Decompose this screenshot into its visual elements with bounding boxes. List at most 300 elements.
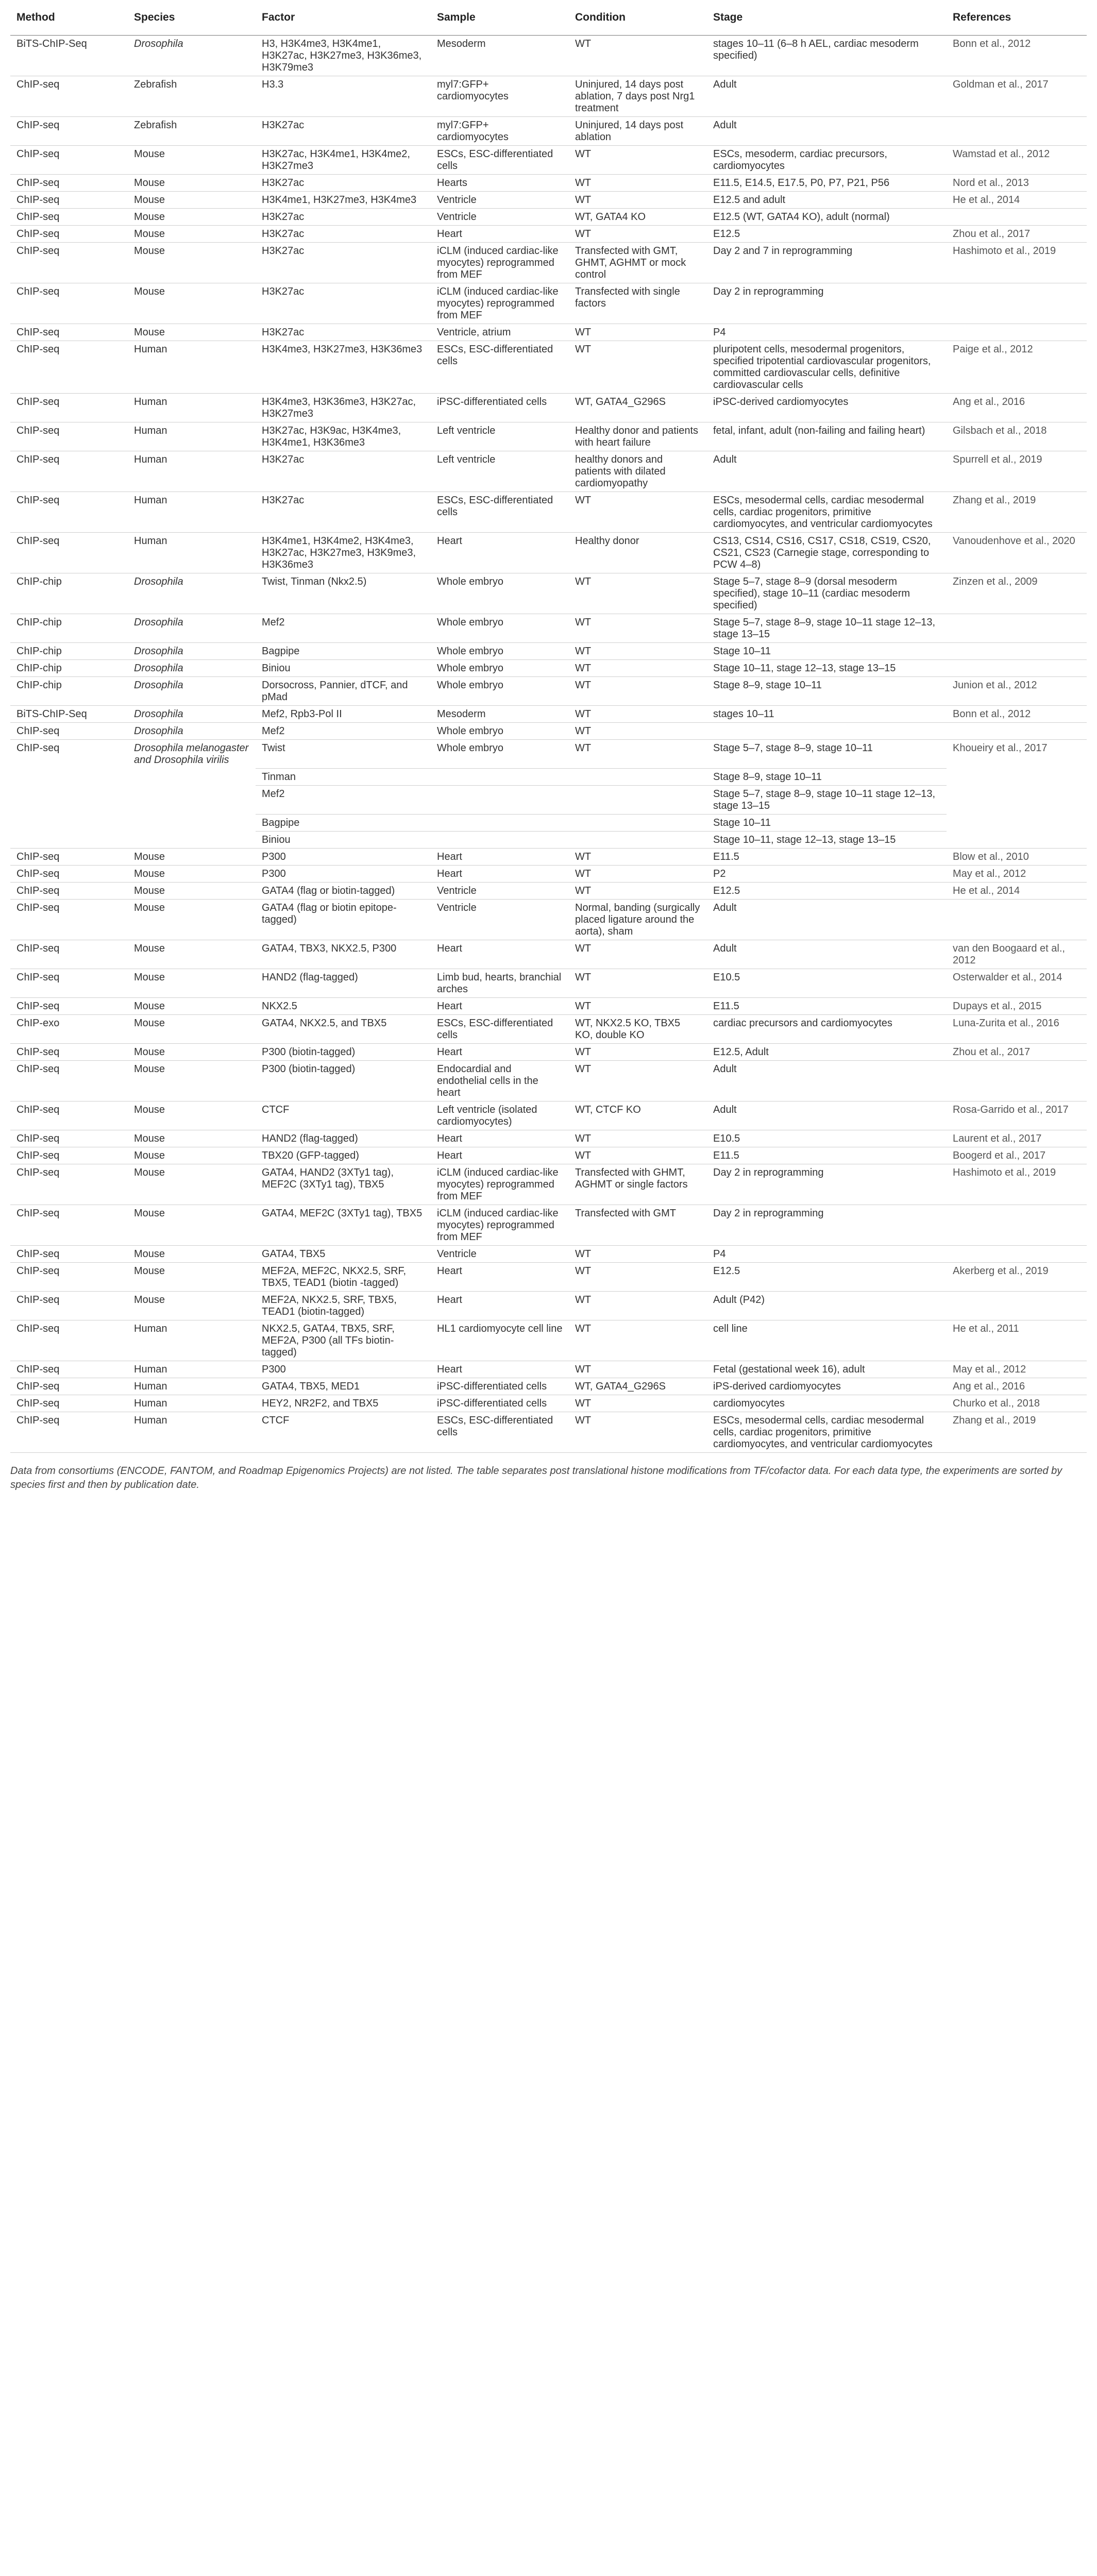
cell-references: Luna-Zurita et al., 2016	[947, 1014, 1087, 1043]
cell-factor: H3K27ac	[256, 243, 431, 283]
cell-species: Mouse	[128, 209, 256, 226]
cell-species: Drosophila	[128, 660, 256, 677]
cell-factor: MEF2A, MEF2C, NKX2.5, SRF, TBX5, TEAD1 (biotin -tagged)	[256, 1262, 431, 1291]
cell-condition: WT	[569, 969, 707, 997]
cell-references: Hashimoto et al., 2019	[947, 1164, 1087, 1205]
cell-condition: WT	[569, 226, 707, 243]
cell-factor: Tinman	[256, 768, 431, 785]
cell-sample: myl7:GFP+ cardiomyocytes	[431, 117, 569, 146]
table-row	[10, 1412, 1087, 1452]
cell-references	[947, 283, 1087, 324]
cell-condition: Uninjured, 14 days post ablation, 7 days post Nrg1 treatment	[569, 76, 707, 117]
cell-species: Mouse	[128, 1014, 256, 1043]
table-row	[10, 117, 1087, 146]
cell-sample: Heart	[431, 533, 569, 573]
cell-references: Bonn et al., 2012	[947, 36, 1087, 76]
cell-condition: WT	[569, 1245, 707, 1262]
cell-species: Drosophila	[128, 573, 256, 614]
cell-stage: pluripotent cells, mesodermal progenitors, specified tripotential cardiovascular progenitors, committed cardiovascular cells, definitive cardiovascular cells	[707, 341, 947, 394]
cell-stage: iPSC-derived cardiomyocytes	[707, 394, 947, 422]
cell-species: Drosophila	[128, 36, 256, 76]
cell-factor: CTCF	[256, 1101, 431, 1130]
table-row	[10, 882, 1087, 899]
table-body	[10, 36, 1087, 1453]
cell-stage: stages 10–11	[707, 706, 947, 723]
cell-species: Zebrafish	[128, 76, 256, 117]
cell-references: Churko et al., 2018	[947, 1395, 1087, 1412]
cell-condition: WT	[569, 940, 707, 969]
table-row	[10, 997, 1087, 1014]
cell-sample: myl7:GFP+ cardiomyocytes	[431, 76, 569, 117]
cell-factor: H3K4me3, H3K27me3, H3K36me3	[256, 341, 431, 394]
cell-condition	[569, 831, 707, 848]
cell-sample: Heart	[431, 1147, 569, 1164]
table-row	[10, 451, 1087, 492]
table-row	[10, 969, 1087, 997]
cell-factor: H3K27ac, H3K9ac, H3K4me3, H3K4me1, H3K36me3	[256, 422, 431, 451]
cell-stage: Adult	[707, 899, 947, 940]
cell-stage: Stage 5–7, stage 8–9, stage 10–11	[707, 740, 947, 769]
cell-method: ChIP-chip	[10, 643, 128, 660]
cell-sample: Left ventricle (isolated cardiomyocytes)	[431, 1101, 569, 1130]
table-row	[10, 533, 1087, 573]
cell-method: ChIP-seq	[10, 1205, 128, 1245]
cell-condition: WT	[569, 1320, 707, 1361]
cell-condition: WT	[569, 1395, 707, 1412]
cell-method: ChIP-seq	[10, 117, 128, 146]
cell-factor: GATA4 (flag or biotin-tagged)	[256, 882, 431, 899]
cell-stage: stages 10–11 (6–8 h AEL, cardiac mesoderm specified)	[707, 36, 947, 76]
cell-references	[947, 1291, 1087, 1320]
cell-method: ChIP-seq	[10, 1262, 128, 1291]
cell-sample: iCLM (induced cardiac-like myocytes) reprogrammed from MEF	[431, 243, 569, 283]
cell-stage: ESCs, mesoderm, cardiac precursors, cardiomyocytes	[707, 146, 947, 175]
table-row	[10, 1378, 1087, 1395]
cell-stage: cell line	[707, 1320, 947, 1361]
cell-references: Zhou et al., 2017	[947, 1043, 1087, 1060]
cell-stage: E12.5	[707, 882, 947, 899]
cell-references	[947, 614, 1087, 643]
cell-method: ChIP-seq	[10, 324, 128, 341]
cell-factor: NKX2.5, GATA4, TBX5, SRF, MEF2A, P300 (all TFs biotin-tagged)	[256, 1320, 431, 1361]
cell-sample: Ventricle	[431, 209, 569, 226]
cell-species: Mouse	[128, 865, 256, 882]
table-row	[10, 848, 1087, 865]
table-row	[10, 768, 1087, 785]
cell-stage: E11.5, E14.5, E17.5, P0, P7, P21, P56	[707, 175, 947, 192]
table-row	[10, 492, 1087, 533]
cell-references: Junion et al., 2012	[947, 677, 1087, 706]
cell-condition: Healthy donor	[569, 533, 707, 573]
cell-method: ChIP-seq	[10, 76, 128, 117]
cell-references	[947, 209, 1087, 226]
cell-stage	[707, 723, 947, 740]
cell-sample: Heart	[431, 848, 569, 865]
cell-species: Drosophila	[128, 614, 256, 643]
cell-factor: H3K27ac	[256, 226, 431, 243]
cell-method: ChIP-seq	[10, 175, 128, 192]
cell-stage: Adult	[707, 117, 947, 146]
cell-sample	[431, 831, 569, 848]
cell-factor: Mef2	[256, 723, 431, 740]
cell-stage: Fetal (gestational week 16), adult	[707, 1361, 947, 1378]
cell-stage: Stage 10–11	[707, 814, 947, 831]
cell-stage: Adult	[707, 76, 947, 117]
cell-condition: Healthy donor and patients with heart failure	[569, 422, 707, 451]
cell-references: Hashimoto et al., 2019	[947, 243, 1087, 283]
cell-method: BiTS-ChIP-Seq	[10, 706, 128, 723]
cell-method: ChIP-seq	[10, 394, 128, 422]
cell-sample: Ventricle	[431, 882, 569, 899]
cell-method: ChIP-seq	[10, 723, 128, 740]
cell-references: Rosa-Garrido et al., 2017	[947, 1101, 1087, 1130]
header-method: Method	[10, 0, 128, 36]
cell-sample: Whole embryo	[431, 614, 569, 643]
cell-factor: H3K4me1, H3K27me3, H3K4me3	[256, 192, 431, 209]
cell-method: ChIP-seq	[10, 1101, 128, 1130]
cell-factor: Biniou	[256, 660, 431, 677]
table-row	[10, 573, 1087, 614]
cell-references	[947, 831, 1087, 848]
cell-method: ChIP-seq	[10, 226, 128, 243]
cell-factor: HAND2 (flag-tagged)	[256, 969, 431, 997]
cell-method: ChIP-seq	[10, 533, 128, 573]
cell-condition: WT	[569, 192, 707, 209]
cell-condition: WT, GATA4_G296S	[569, 1378, 707, 1395]
cell-sample	[431, 814, 569, 831]
cell-sample: ESCs, ESC-differentiated cells	[431, 492, 569, 533]
cell-sample: Whole embryo	[431, 643, 569, 660]
cell-references: Boogerd et al., 2017	[947, 1147, 1087, 1164]
cell-factor: H3, H3K4me3, H3K4me1, H3K27ac, H3K27me3, H3K36me3, H3K79me3	[256, 36, 431, 76]
cell-references	[947, 785, 1087, 814]
cell-condition: WT	[569, 1262, 707, 1291]
cell-condition: WT	[569, 1043, 707, 1060]
cell-references: Blow et al., 2010	[947, 848, 1087, 865]
cell-method: ChIP-chip	[10, 614, 128, 643]
cell-species: Human	[128, 394, 256, 422]
cell-species: Mouse	[128, 969, 256, 997]
cell-condition: WT	[569, 36, 707, 76]
cell-references	[947, 723, 1087, 740]
cell-stage: Adult	[707, 1101, 947, 1130]
table-row	[10, 831, 1087, 848]
cell-condition: WT, GATA4_G296S	[569, 394, 707, 422]
cell-factor: NKX2.5	[256, 997, 431, 1014]
table-row	[10, 1262, 1087, 1291]
cell-species: Human	[128, 1320, 256, 1361]
cell-condition: Normal, banding (surgically placed ligature around the aorta), sham	[569, 899, 707, 940]
cell-condition: WT, NKX2.5 KO, TBX5 KO, double KO	[569, 1014, 707, 1043]
table-row	[10, 677, 1087, 706]
cell-factor: Dorsocross, Pannier, dTCF, and pMad	[256, 677, 431, 706]
table-row	[10, 243, 1087, 283]
table-row	[10, 785, 1087, 814]
cell-factor: HAND2 (flag-tagged)	[256, 1130, 431, 1147]
cell-sample: Heart	[431, 940, 569, 969]
cell-method: ChIP-seq	[10, 192, 128, 209]
cell-method: ChIP-seq	[10, 341, 128, 394]
cell-condition: WT	[569, 573, 707, 614]
cell-sample: Left ventricle	[431, 451, 569, 492]
cell-references: Dupays et al., 2015	[947, 997, 1087, 1014]
cell-method	[10, 768, 128, 785]
cell-species	[128, 814, 256, 831]
cell-references: Khoueiry et al., 2017	[953, 742, 1048, 754]
cell-factor: Twist	[256, 740, 431, 769]
cell-condition: WT	[569, 175, 707, 192]
cell-references: May et al., 2012	[947, 1361, 1087, 1378]
table-row	[10, 1043, 1087, 1060]
cell-factor: H3K27ac	[256, 492, 431, 533]
cell-condition: WT	[569, 643, 707, 660]
table-row	[10, 814, 1087, 831]
cell-references: Osterwalder et al., 2014	[947, 969, 1087, 997]
cell-species: Mouse	[128, 1245, 256, 1262]
cell-sample: Ventricle, atrium	[431, 324, 569, 341]
cell-method: ChIP-seq	[10, 882, 128, 899]
cell-species: Mouse	[128, 1147, 256, 1164]
cell-stage: cardiomyocytes	[707, 1395, 947, 1412]
cell-method	[10, 814, 128, 831]
cell-factor: P300	[256, 865, 431, 882]
cell-method: ChIP-seq	[10, 997, 128, 1014]
table-header	[10, 0, 1087, 36]
cell-condition: WT	[569, 677, 707, 706]
table-row	[10, 660, 1087, 677]
cell-stage: Adult	[707, 1060, 947, 1101]
cell-method: ChIP-seq	[10, 1412, 128, 1452]
cell-stage: E11.5	[707, 997, 947, 1014]
cell-condition: WT	[569, 341, 707, 394]
header-references: References	[947, 0, 1087, 36]
cell-method	[10, 831, 128, 848]
cell-factor: Mef2	[256, 614, 431, 643]
cell-condition: WT	[569, 1291, 707, 1320]
cell-references	[947, 1245, 1087, 1262]
cell-species: Mouse	[128, 1262, 256, 1291]
cell-method: ChIP-exo	[10, 1014, 128, 1043]
cell-species: Human	[128, 1395, 256, 1412]
cell-method: ChIP-chip	[10, 677, 128, 706]
cell-species: Mouse	[128, 243, 256, 283]
cell-factor: P300 (biotin-tagged)	[256, 1060, 431, 1101]
cell-sample: ESCs, ESC-differentiated cells	[431, 1412, 569, 1452]
cell-condition: WT	[569, 1130, 707, 1147]
table-row	[10, 175, 1087, 192]
cell-condition: WT	[569, 324, 707, 341]
cell-sample: iPSC-differentiated cells	[431, 1395, 569, 1412]
table-row	[10, 614, 1087, 643]
cell-factor: HEY2, NR2F2, and TBX5	[256, 1395, 431, 1412]
cell-factor: MEF2A, NKX2.5, SRF, TBX5, TEAD1 (biotin-tagged)	[256, 1291, 431, 1320]
cell-references: Zhou et al., 2017	[947, 226, 1087, 243]
cell-factor: H3K27ac	[256, 175, 431, 192]
cell-factor: P300	[256, 848, 431, 865]
cell-factor: Bagpipe	[256, 643, 431, 660]
cell-species: Mouse	[128, 997, 256, 1014]
cell-species: Human	[128, 422, 256, 451]
cell-references: Goldman et al., 2017	[947, 76, 1087, 117]
cell-species: Human	[128, 492, 256, 533]
cell-references: Zhang et al., 2019	[947, 492, 1087, 533]
cell-condition: WT	[569, 146, 707, 175]
cell-condition: Transfected with GHMT, AGHMT or single factors	[569, 1164, 707, 1205]
cell-sample: Limb bud, hearts, branchial arches	[431, 969, 569, 997]
header-sample: Sample	[431, 0, 569, 36]
table-row	[10, 1164, 1087, 1205]
cell-references: He et al., 2014	[947, 192, 1087, 209]
cell-references: Wamstad et al., 2012	[947, 146, 1087, 175]
cell-method: BiTS-ChIP-Seq	[10, 36, 128, 76]
cell-method: ChIP-seq	[10, 865, 128, 882]
cell-factor: H3K27ac, H3K4me1, H3K4me2, H3K27me3	[256, 146, 431, 175]
table-row	[10, 1101, 1087, 1130]
cell-condition: healthy donors and patients with dilated cardiomyopathy	[569, 451, 707, 492]
table-row	[10, 1014, 1087, 1043]
table-row	[10, 1395, 1087, 1412]
table-row	[10, 1245, 1087, 1262]
cell-stage: P4	[707, 324, 947, 341]
table-footnote: Data from consortiums (ENCODE, FANTOM, and Roadmap Epigenomics Projects) are not listed. The table separates post translational histone modifications from TF/cofactor data. For each data type, the experiments are sorted by species first and then by publication date.	[10, 1465, 1062, 1490]
cell-stage: Stage 5–7, stage 8–9, stage 10–11 stage 12–13, stage 13–15	[707, 614, 947, 643]
cell-references	[947, 768, 1087, 785]
cell-references	[947, 899, 1087, 940]
cell-sample: Heart	[431, 1043, 569, 1060]
cell-species: Human	[128, 1361, 256, 1378]
cell-method: ChIP-seq	[10, 969, 128, 997]
table-row	[10, 341, 1087, 394]
cell-method: ChIP-seq	[10, 243, 128, 283]
cell-references: Vanoudenhove et al., 2020	[947, 533, 1087, 573]
cell-method: ChIP-seq	[10, 899, 128, 940]
cell-species: Human	[128, 451, 256, 492]
cell-factor: Mef2, Rpb3-Pol II	[256, 706, 431, 723]
cell-factor: Mef2	[256, 785, 431, 814]
cell-method: ChIP-chip	[10, 660, 128, 677]
cell-factor: GATA4, TBX5	[256, 1245, 431, 1262]
cell-sample: iPSC-differentiated cells	[431, 1378, 569, 1395]
cell-species: Mouse	[128, 324, 256, 341]
cell-method: ChIP-seq	[10, 1147, 128, 1164]
cell-stage: E11.5	[707, 1147, 947, 1164]
cell-factor: Biniou	[256, 831, 431, 848]
cell-condition	[569, 814, 707, 831]
cell-references: Gilsbach et al., 2018	[947, 422, 1087, 451]
table-row	[10, 209, 1087, 226]
cell-species: Zebrafish	[128, 117, 256, 146]
cell-species: Mouse	[128, 226, 256, 243]
table-row	[10, 36, 1087, 76]
table-row	[10, 283, 1087, 324]
table-row	[10, 723, 1087, 740]
cell-factor: CTCF	[256, 1412, 431, 1452]
cell-stage: Day 2 and 7 in reprogramming	[707, 243, 947, 283]
cell-references: Spurrell et al., 2019	[947, 451, 1087, 492]
cell-sample: Heart	[431, 1361, 569, 1378]
cell-species: Human	[128, 341, 256, 394]
cell-condition: WT	[569, 1361, 707, 1378]
header-species: Species	[128, 0, 256, 36]
cell-factor: GATA4, TBX3, NKX2.5, P300	[256, 940, 431, 969]
cell-sample	[431, 785, 569, 814]
cell-species: Mouse	[128, 1043, 256, 1060]
cell-references: He et al., 2014	[947, 882, 1087, 899]
cell-method: ChIP-seq	[10, 1320, 128, 1361]
cell-method: ChIP-seq	[10, 1060, 128, 1101]
table-row	[10, 422, 1087, 451]
cell-condition: Transfected with GMT	[569, 1205, 707, 1245]
table-row	[10, 940, 1087, 969]
cell-sample: iCLM (induced cardiac-like myocytes) reprogrammed from MEF	[431, 283, 569, 324]
cell-stage: E12.5	[707, 226, 947, 243]
cell-stage: Adult	[707, 940, 947, 969]
cell-factor: GATA4 (flag or biotin epitope-tagged)	[256, 899, 431, 940]
table-row	[10, 865, 1087, 882]
cell-factor: H3K27ac	[256, 117, 431, 146]
cell-references: Ang et al., 2016	[947, 394, 1087, 422]
cell-references: May et al., 2012	[947, 865, 1087, 882]
table-row	[10, 1130, 1087, 1147]
cell-species: Mouse	[128, 175, 256, 192]
cell-stage: fetal, infant, adult (non-failing and failing heart)	[707, 422, 947, 451]
cell-references: Paige et al., 2012	[947, 341, 1087, 394]
cell-sample: Heart	[431, 1262, 569, 1291]
cell-sample: Heart	[431, 1291, 569, 1320]
cell-factor: H3K27ac	[256, 283, 431, 324]
table-row	[10, 324, 1087, 341]
cell-stage: Stage 10–11, stage 12–13, stage 13–15	[707, 660, 947, 677]
cell-condition: WT	[569, 492, 707, 533]
cell-factor: H3K27ac	[256, 324, 431, 341]
cell-sample: Whole embryo	[431, 740, 569, 769]
cell-references: Akerberg et al., 2019	[947, 1262, 1087, 1291]
cell-sample: Ventricle	[431, 192, 569, 209]
cell-condition: WT	[569, 723, 707, 740]
cell-sample: Heart	[431, 865, 569, 882]
cell-species: Human	[128, 533, 256, 573]
cell-factor: Twist, Tinman (Nkx2.5)	[256, 573, 431, 614]
cell-species: Drosophila	[128, 706, 256, 723]
cell-method: ChIP-seq	[10, 283, 128, 324]
cell-condition: WT	[569, 882, 707, 899]
cell-condition	[569, 768, 707, 785]
header-condition: Condition	[569, 0, 707, 36]
cell-stage: Stage 10–11	[707, 643, 947, 660]
cell-stage: E12.5	[707, 1262, 947, 1291]
cell-method: ChIP-seq	[10, 1130, 128, 1147]
cell-sample: Heart	[431, 997, 569, 1014]
cell-species: Drosophila	[128, 677, 256, 706]
cell-species: Mouse	[128, 192, 256, 209]
cell-species	[128, 831, 256, 848]
cell-references	[947, 643, 1087, 660]
cell-sample: ESCs, ESC-differentiated cells	[431, 341, 569, 394]
cell-stage: Stage 5–7, stage 8–9, stage 10–11 stage 12–13, stage 13–15	[707, 785, 947, 814]
cell-species: Mouse	[128, 283, 256, 324]
cell-species: Mouse	[128, 882, 256, 899]
cell-condition: Transfected with GMT, GHMT, AGHMT or mock control	[569, 243, 707, 283]
cell-method: ChIP-seq	[10, 492, 128, 533]
table-row	[10, 899, 1087, 940]
cell-sample: Heart	[431, 226, 569, 243]
cell-condition: WT, CTCF KO	[569, 1101, 707, 1130]
cell-stage: Day 2 in reprogramming	[707, 1205, 947, 1245]
cell-stage: ESCs, mesodermal cells, cardiac mesodermal cells, cardiac progenitors, primitive cardiomyocytes, and ventricular cardiomyocytes	[707, 1412, 947, 1452]
cell-method: ChIP-seq	[10, 1164, 128, 1205]
cell-references: Zhang et al., 2019	[947, 1412, 1087, 1452]
cell-condition: WT	[569, 1412, 707, 1452]
